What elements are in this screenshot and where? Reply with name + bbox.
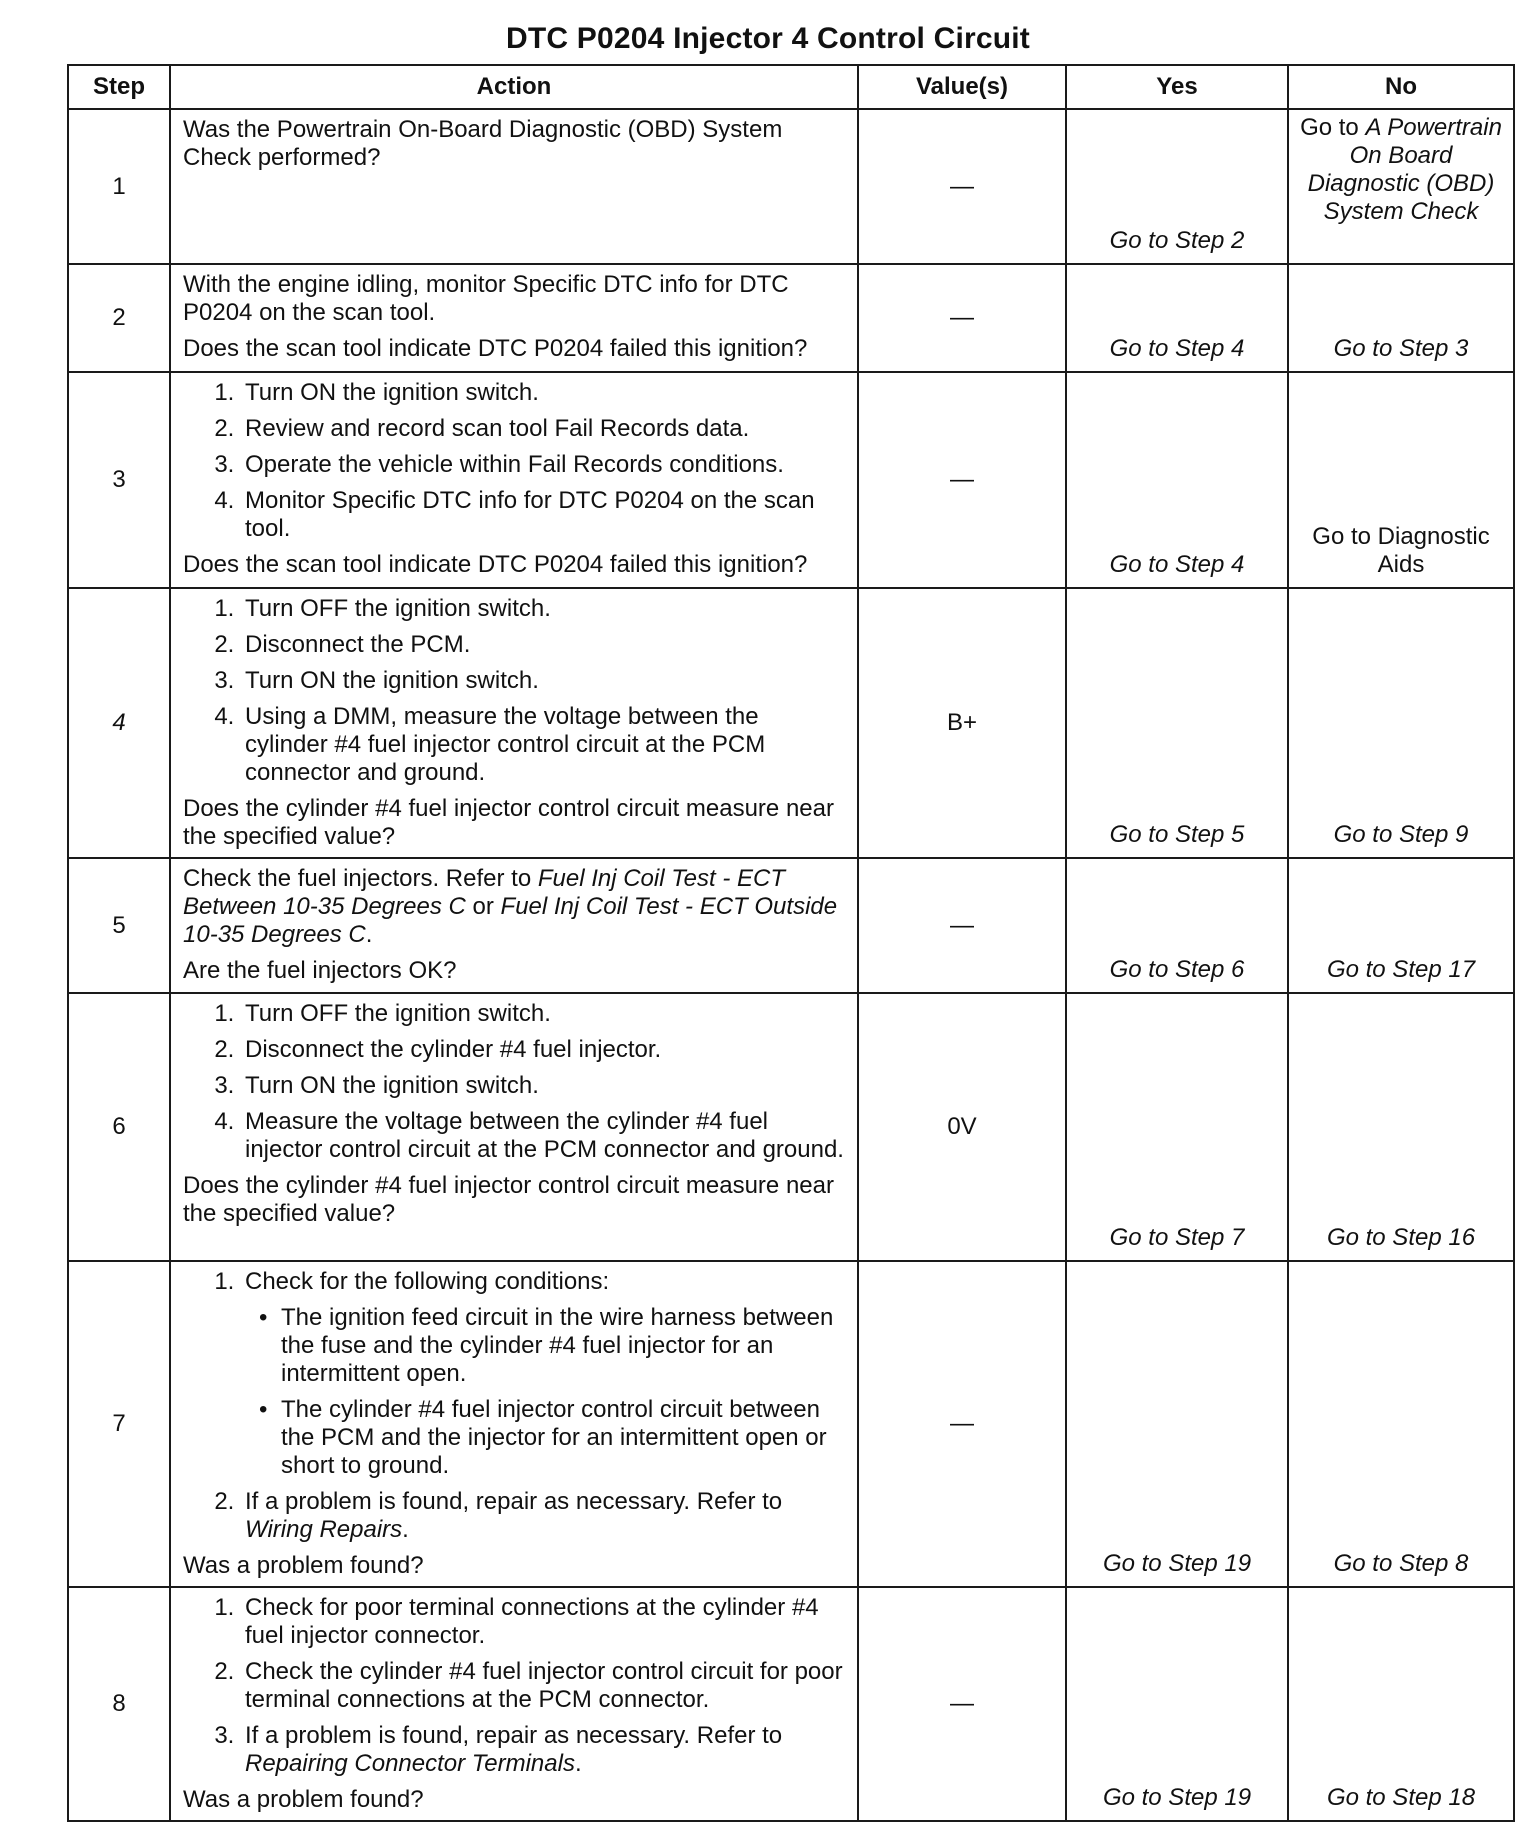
action-question: Does the cylinder #4 fuel injector control circuit measure near the specified value? — [183, 795, 834, 850]
header-no: No — [1288, 65, 1514, 109]
action-step-text: Check for the following conditions: — [245, 1268, 610, 1295]
action-question: Was a problem found? — [183, 1552, 424, 1579]
action-step-item: 3. Turn ON the ignition switch. — [241, 667, 847, 695]
action-step-item: 2. Disconnect the cylinder #4 fuel injector. — [241, 1036, 847, 1064]
value-cell: — — [858, 372, 1066, 588]
no-link[interactable] — [1288, 109, 1514, 264]
step-number: 4 — [68, 588, 170, 858]
action-text: or — [465, 893, 501, 920]
action-step-item: 2. Review and record scan tool Fail Records data. — [241, 415, 847, 443]
table-row-step-6 — [68, 993, 1514, 1261]
action-cell — [170, 858, 858, 993]
header-values: Value(s) — [858, 65, 1066, 109]
step-number: 1 — [68, 109, 170, 264]
reference-link[interactable]: Fuel Inj Coil Test - ECT Between 10-35 Degrees C — [183, 865, 786, 920]
table-row-step-2 — [68, 264, 1514, 372]
reference-link[interactable]: Fuel Inj Coil Test - ECT Outside 10-35 Degrees C — [183, 893, 838, 948]
action-step-item: 3. Operate the vehicle within Fail Records conditions. — [241, 451, 847, 479]
yes-link[interactable]: Go to Step 7 — [1066, 993, 1288, 1261]
step-number: 5 — [68, 858, 170, 993]
action-steps — [183, 595, 847, 787]
action-step-item — [241, 1268, 847, 1480]
action-step-item: 4. Monitor Specific DTC info for DTC P0204 on the scan tool. — [241, 487, 847, 543]
action-cell — [170, 993, 858, 1261]
action-cell — [170, 1261, 858, 1587]
action-question: Was the Powertrain On-Board Diagnostic (OBD) System Check performed? — [183, 116, 783, 171]
diagnostic-table — [67, 64, 1515, 1822]
action-step-item — [241, 1488, 847, 1544]
action-question: Was a problem found? — [183, 1786, 424, 1813]
no-link[interactable]: Go to Diagnostic Aids — [1288, 372, 1514, 588]
action-step-item: 1. Turn OFF the ignition switch. — [241, 595, 847, 623]
action-instruction — [183, 865, 847, 949]
action-step-item: 1. Check for poor terminal connections at the cylinder #4 fuel injector connector. — [241, 1594, 847, 1650]
action-steps — [183, 1000, 847, 1164]
reference-link[interactable]: Wiring Repairs — [245, 1516, 403, 1543]
action-step-text: If a problem is found, repair as necessary. Refer to — [245, 1722, 783, 1749]
action-text: . — [365, 921, 373, 948]
action-question: Does the scan tool indicate DTC P0204 failed this ignition? — [183, 551, 808, 578]
yes-link[interactable]: Go to Step 19 — [1066, 1261, 1288, 1587]
yes-link[interactable]: Go to Step 2 — [1066, 109, 1288, 264]
table-row-step-3 — [68, 372, 1514, 588]
header-action: Action — [170, 65, 858, 109]
yes-link[interactable]: Go to Step 19 — [1066, 1587, 1288, 1821]
action-step-item: 2. Check the cylinder #4 fuel injector control circuit for poor terminal connections at the PCM connector. — [241, 1658, 847, 1714]
action-cell — [170, 109, 858, 264]
table-row-step-8 — [68, 1587, 1514, 1821]
value-cell: — — [858, 1587, 1066, 1821]
step-number: 2 — [68, 264, 170, 372]
no-link[interactable]: Go to Step 8 — [1288, 1261, 1514, 1587]
step-number: 8 — [68, 1587, 170, 1821]
step-number: 7 — [68, 1261, 170, 1587]
action-text: Check the fuel injectors. Refer to — [183, 865, 538, 892]
action-question: Does the cylinder #4 fuel injector control circuit measure near the specified value? — [183, 1172, 834, 1227]
no-link[interactable]: Go to Step 17 — [1288, 858, 1514, 993]
action-step-item: 3. Turn ON the ignition switch. — [241, 1072, 847, 1100]
action-cell — [170, 264, 858, 372]
value-cell: B+ — [858, 588, 1066, 858]
table-row-step-5 — [68, 858, 1514, 993]
no-link-prefix: Go to — [1300, 114, 1366, 141]
table-row-step-1 — [68, 109, 1514, 264]
value-cell: — — [858, 264, 1066, 372]
action-step-item — [241, 1722, 847, 1778]
header-yes: Yes — [1066, 65, 1288, 109]
action-question: Does the scan tool indicate DTC P0204 failed this ignition? — [183, 335, 808, 362]
action-cell — [170, 1587, 858, 1821]
no-link[interactable]: Go to Step 3 — [1288, 264, 1514, 372]
action-instruction: With the engine idling, monitor Specific DTC info for DTC P0204 on the scan tool. — [183, 271, 789, 326]
table-header-row — [68, 65, 1514, 109]
action-steps — [183, 1594, 847, 1778]
action-cell — [170, 588, 858, 858]
no-link[interactable]: Go to Step 16 — [1288, 993, 1514, 1261]
condition-item: • The ignition feed circuit in the wire harness between the fuse and the cylinder #4 fuel injector for an intermittent open. — [281, 1304, 847, 1388]
yes-link[interactable]: Go to Step 4 — [1066, 372, 1288, 588]
table-row-step-4 — [68, 588, 1514, 858]
step-number: 6 — [68, 993, 170, 1261]
action-step-item: 1. Turn OFF the ignition switch. — [241, 1000, 847, 1028]
condition-list — [245, 1304, 847, 1480]
step-number: 3 — [68, 372, 170, 588]
value-cell: — — [858, 1261, 1066, 1587]
action-step-item: 4. Measure the voltage between the cylinder #4 fuel injector control circuit at the PCM connector and ground. — [241, 1108, 847, 1164]
action-cell — [170, 372, 858, 588]
action-step-item: 4. Using a DMM, measure the voltage between the cylinder #4 fuel injector control circuit at the PCM connector and ground. — [241, 703, 847, 787]
action-step-text: . — [402, 1516, 409, 1543]
action-step-item: 2. Disconnect the PCM. — [241, 631, 847, 659]
action-steps — [183, 1268, 847, 1544]
action-steps — [183, 379, 847, 543]
no-link[interactable]: Go to Step 18 — [1288, 1587, 1514, 1821]
no-link-target: A Powertrain On Board Diagnostic (OBD) System Check — [1307, 114, 1502, 225]
yes-link[interactable]: Go to Step 6 — [1066, 858, 1288, 993]
value-cell: — — [858, 858, 1066, 993]
header-step: Step — [68, 65, 170, 109]
reference-link[interactable]: Repairing Connector Terminals — [245, 1750, 575, 1777]
value-cell: — — [858, 109, 1066, 264]
action-step-text: . — [574, 1750, 582, 1777]
value-cell: 0V — [858, 993, 1066, 1261]
yes-link[interactable]: Go to Step 5 — [1066, 588, 1288, 858]
condition-item: • The cylinder #4 fuel injector control circuit between the PCM and the injector for an intermittent open or short to ground. — [281, 1396, 847, 1480]
no-link[interactable]: Go to Step 9 — [1288, 588, 1514, 858]
action-question: Are the fuel injectors OK? — [183, 957, 457, 984]
action-step-item: 1. Turn ON the ignition switch. — [241, 379, 847, 407]
page-title: DTC P0204 Injector 4 Control Circuit — [506, 22, 1030, 55]
yes-link[interactable]: Go to Step 4 — [1066, 264, 1288, 372]
action-step-text: If a problem is found, repair as necessary. Refer to — [245, 1488, 783, 1515]
table-row-step-7 — [68, 1261, 1514, 1587]
